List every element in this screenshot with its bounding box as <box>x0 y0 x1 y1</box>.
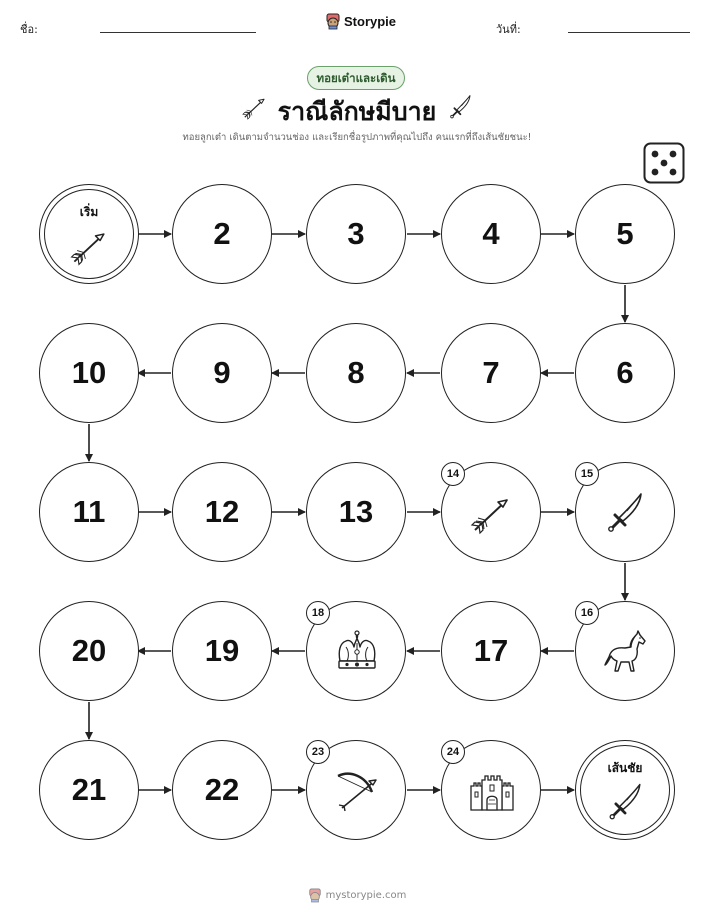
space-number: 21 <box>71 772 107 807</box>
space-number: 17 <box>473 633 509 668</box>
space-number: 8 <box>347 355 365 390</box>
horse-icon <box>601 627 651 677</box>
board-space <box>306 184 406 284</box>
space-number-tag: 15 <box>575 462 599 486</box>
board-space <box>172 323 272 423</box>
board-space <box>39 462 139 562</box>
picture-space <box>441 462 541 562</box>
space-number: 2 <box>213 216 231 251</box>
footer-url[interactable]: mystorypie.com <box>325 889 407 901</box>
space-number: 4 <box>482 216 500 251</box>
board-space <box>306 323 406 423</box>
space-number: 19 <box>204 633 240 668</box>
finish-label: เส้นชัย <box>607 761 643 775</box>
space-number: 13 <box>338 494 374 529</box>
sword-icon <box>601 488 651 538</box>
castle-icon <box>467 766 517 816</box>
space-number: 10 <box>71 355 107 390</box>
space-number-tag: 18 <box>306 601 330 625</box>
board-space <box>39 740 139 840</box>
board-space <box>172 184 272 284</box>
board-space <box>172 601 272 701</box>
space-number: 20 <box>71 633 107 668</box>
game-type-badge: ทอยเต๋าและเดิน <box>307 66 405 90</box>
board-space <box>39 323 139 423</box>
space-number: 11 <box>72 494 106 529</box>
board-space <box>306 462 406 562</box>
arrow-icon <box>67 223 113 269</box>
instructions: ทอยลูกเต๋า เดินตามจำนวนช่อง และเรียกชื่อรูปภาพที่คุณไปถึง คนแรกที่ถึงเส้นชัยชนะ! <box>182 132 532 143</box>
board-space <box>441 323 541 423</box>
board-space <box>441 184 541 284</box>
board-space <box>172 740 272 840</box>
brand-name: Storypie <box>344 13 397 29</box>
arrow-icon <box>467 488 517 538</box>
picture-space <box>441 740 541 840</box>
board-space <box>575 184 675 284</box>
page-title: ราณีลักษมีบาย <box>277 97 437 126</box>
space-number-tag: 14 <box>441 462 465 486</box>
picture-space <box>575 462 675 562</box>
space-number-tag: 16 <box>575 601 599 625</box>
space-number: 5 <box>616 216 634 251</box>
space-number: 12 <box>204 494 240 529</box>
space-number-tag: 24 <box>441 740 465 764</box>
picture-space <box>306 740 406 840</box>
board-space <box>441 601 541 701</box>
board-space <box>575 323 675 423</box>
space-number: 22 <box>204 772 240 807</box>
space-number-tag: 23 <box>306 740 330 764</box>
space-number: 6 <box>616 355 634 390</box>
board-space <box>172 462 272 562</box>
finish-space <box>575 740 675 840</box>
bow-arrow-icon <box>332 766 382 816</box>
date-label: วันที่: <box>496 23 521 36</box>
board-space <box>39 601 139 701</box>
picture-space <box>306 601 406 701</box>
start-label: เริ่ม <box>79 205 99 219</box>
start-space <box>39 184 139 284</box>
name-label: ชื่อ: <box>20 23 38 36</box>
footer <box>0 887 714 903</box>
space-number: 7 <box>482 355 500 390</box>
bear-mascot-icon <box>308 887 322 903</box>
sword-icon <box>603 779 649 825</box>
space-number: 3 <box>347 216 365 251</box>
crown-icon <box>332 627 382 677</box>
picture-space <box>575 601 675 701</box>
space-number: 9 <box>213 355 231 390</box>
